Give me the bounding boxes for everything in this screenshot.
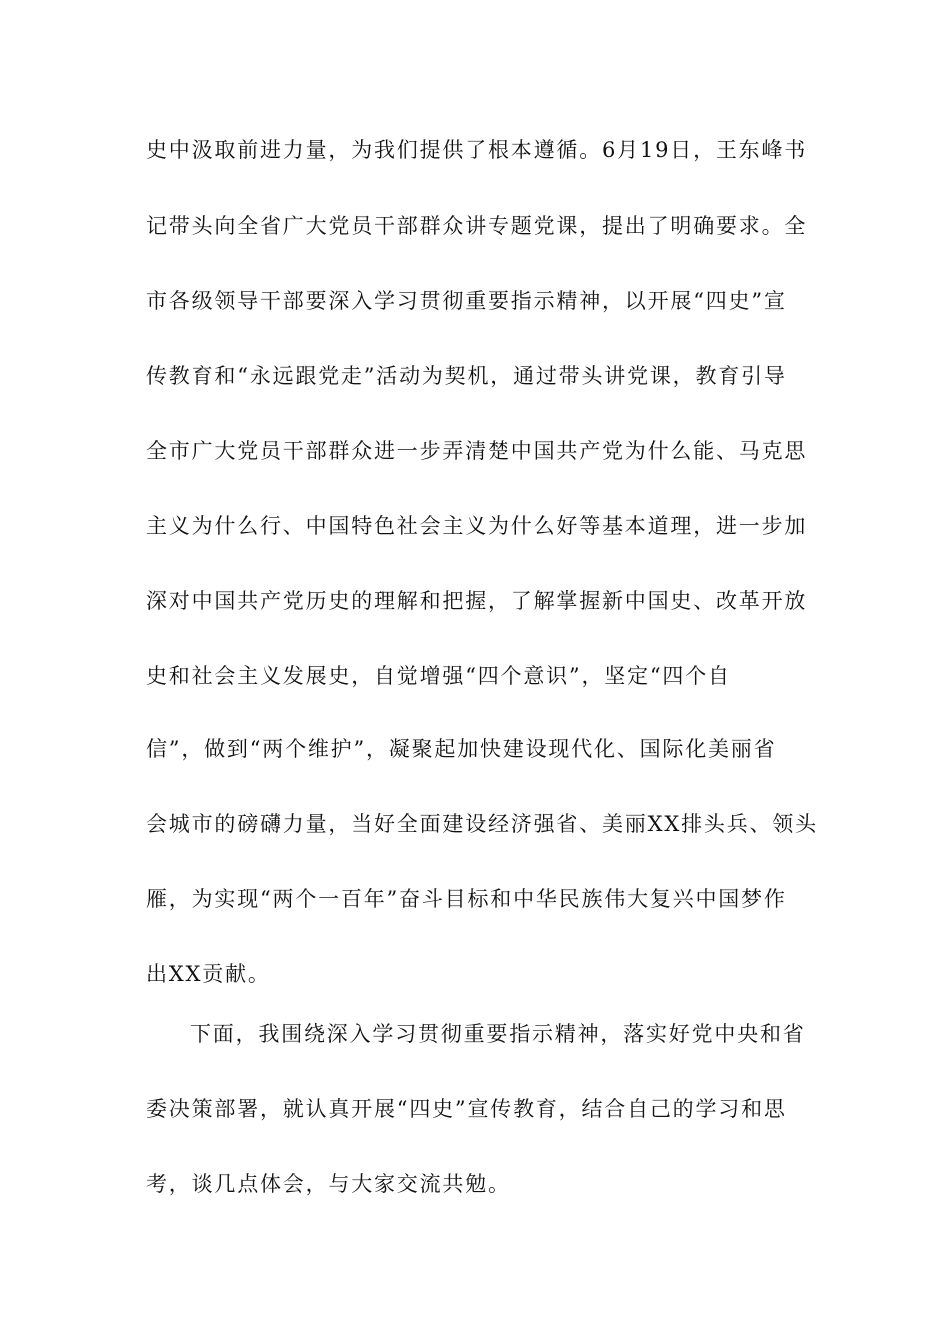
text-line: 雁，为实现“两个一百年”奋斗目标和中华民族伟大复兴中国梦作 — [146, 887, 787, 911]
text-line: 信”，做到“两个维护”，凝聚起加快建设现代化、国际化美丽省 — [146, 737, 777, 761]
text-line: 委决策部署，就认真开展“四史”宣传教育，结合自己的学习和思 — [146, 1097, 787, 1121]
text-line: 出XX贡献。 — [146, 962, 271, 986]
text-line: 下面，我围绕深入学习贯彻重要指示精神，落实好党中央和省 — [190, 1022, 806, 1046]
text-line: 主义为什么行、中国特色社会主义为什么好等基本道理，进一步加 — [146, 514, 808, 538]
text-line: 考，谈几点体会，与大家交流共勉。 — [146, 1172, 511, 1196]
text-line: 记带头向全省广大党员干部群众讲专题党课，提出了明确要求。全 — [146, 214, 808, 238]
text-line: 全市广大党员干部群众进一步弄清楚中国共产党为什么能、马克思 — [146, 439, 808, 463]
text-line: 深对中国共产党历史的理解和把握，了解掌握新中国史、改革开放 — [146, 589, 808, 613]
text-line: 史和社会主义发展史，自觉增强“四个意识”，坚定“四个自 — [146, 664, 731, 688]
text-line: 会城市的磅礴力量，当好全面建设经济强省、美丽XX排头兵、领头 — [146, 812, 818, 836]
text-line: 传教育和“永远跟党走”活动为契机，通过带头讲党课，教育引导 — [146, 364, 787, 388]
text-line: 史中汲取前进力量，为我们提供了根本遵循。6月19日，王东峰书 — [146, 138, 808, 162]
text-line: 市各级领导干部要深入学习贯彻重要指示精神，以开展“四史”宣 — [146, 289, 787, 313]
